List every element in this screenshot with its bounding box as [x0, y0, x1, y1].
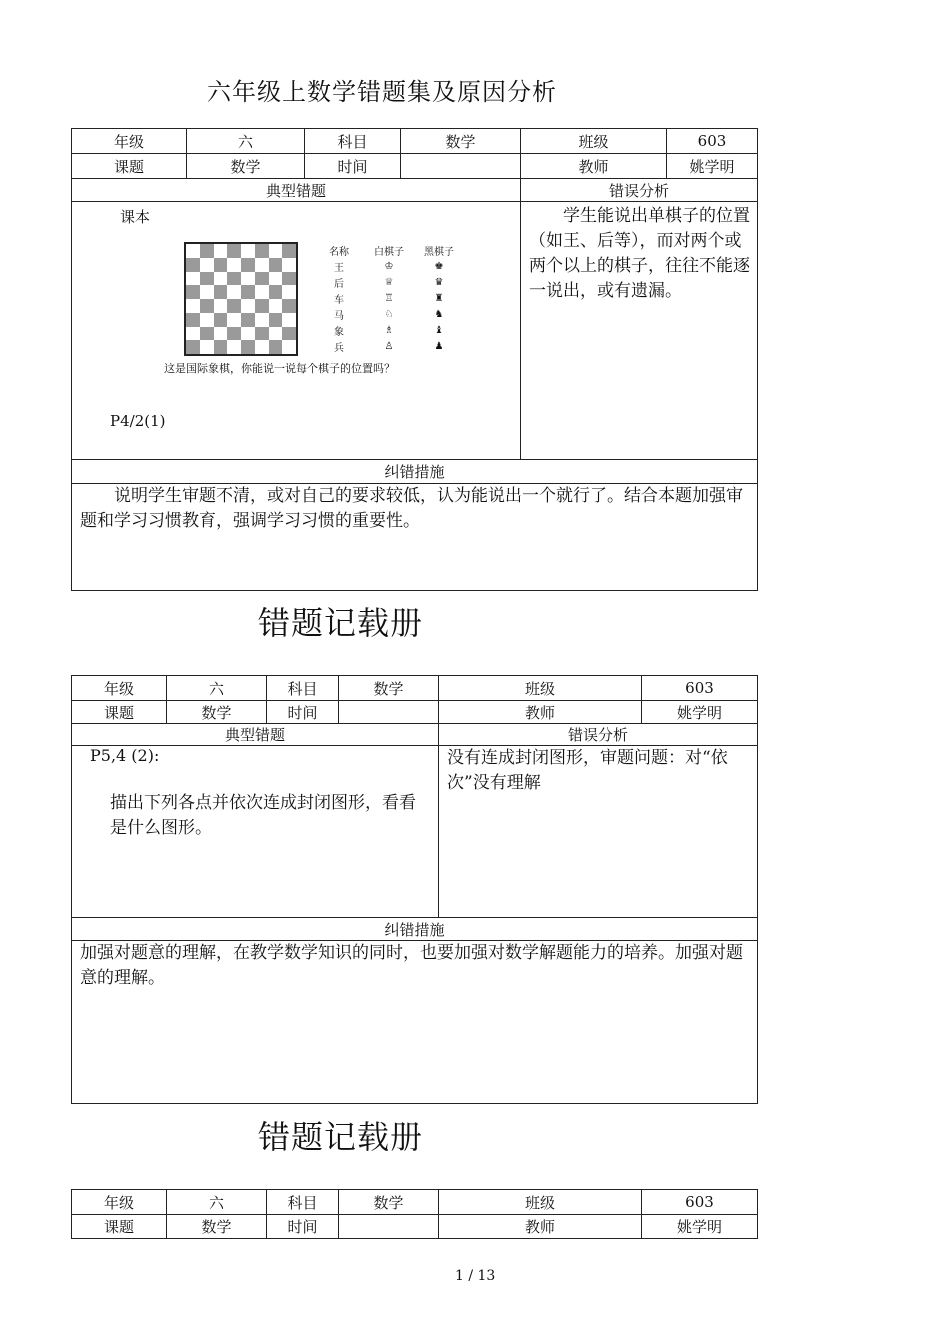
black-queen-icon: ♛: [434, 276, 444, 288]
board-square: [269, 340, 283, 354]
time-value: [339, 701, 439, 724]
legend-name: 王: [334, 262, 344, 274]
black-knight-icon: ♞: [434, 308, 444, 320]
board-square: [255, 258, 269, 272]
error-analysis-header: 错误分析: [439, 724, 758, 746]
board-square: [241, 258, 255, 272]
board-square: [200, 272, 214, 286]
figure-caption: 这是国际象棋，你能说一说每个棋子的位置吗？: [164, 362, 395, 375]
error-analysis-header: 错误分析: [521, 179, 758, 202]
correction-text: 加强对题意的理解，在教学数学知识的同时，也要加强对数学解题能力的培养。加强对题意的理解。: [80, 943, 743, 988]
legend-header-row: [314, 242, 464, 258]
class-label: 班级: [521, 129, 667, 154]
board-square: [227, 258, 241, 272]
book-title: 错题记载册: [258, 1118, 424, 1156]
board-square: [227, 340, 241, 354]
legend-name: 车: [334, 294, 344, 306]
topic-label: 课题: [72, 701, 167, 724]
board-square: [227, 285, 241, 299]
board-square: [255, 272, 269, 286]
white-knight-icon: ♘: [384, 308, 394, 320]
legend-name: 马: [334, 310, 344, 322]
subject-label: 科目: [267, 1190, 339, 1215]
board-square: [282, 244, 296, 258]
board-square: [186, 327, 200, 341]
topic-value: 数学: [187, 154, 305, 179]
board-square: [214, 258, 228, 272]
board-square: [282, 313, 296, 327]
class-value: 603: [642, 1190, 758, 1215]
time-value: [339, 1215, 439, 1239]
black-king-icon: ♚: [434, 260, 444, 272]
board-square: [186, 244, 200, 258]
legend-header-black: 黑棋子: [424, 246, 454, 258]
board-square: [241, 327, 255, 341]
problem-text: 描出下列各点并依次连成封闭图形，看看是什么图形。: [110, 793, 416, 838]
subject-value: 数学: [401, 129, 521, 154]
board-square: [214, 299, 228, 313]
board-square: [269, 244, 283, 258]
topic-label: 课题: [72, 154, 187, 179]
error-sheet-2: [71, 675, 758, 1104]
subject-label: 科目: [305, 129, 401, 154]
subject-value: 数学: [339, 676, 439, 701]
board-square: [255, 244, 269, 258]
black-rook-icon: ♜: [434, 292, 444, 304]
board-square: [200, 244, 214, 258]
teacher-label: 教师: [439, 701, 642, 724]
board-square: [227, 272, 241, 286]
board-square: [214, 285, 228, 299]
time-value: [401, 154, 521, 179]
class-label: 班级: [439, 676, 642, 701]
board-square: [227, 244, 241, 258]
board-square: [269, 299, 283, 313]
class-value: 603: [667, 129, 758, 154]
board-square: [255, 285, 269, 299]
white-queen-icon: ♕: [384, 276, 394, 288]
legend-name: 兵: [334, 342, 344, 354]
time-label: 时间: [305, 154, 401, 179]
correction-cell: [72, 484, 758, 591]
teacher-label: 教师: [521, 154, 667, 179]
board-square: [214, 272, 228, 286]
board-square: [186, 313, 200, 327]
teacher-value: 姚学明: [642, 1215, 758, 1239]
board-square: [282, 299, 296, 313]
topic-value: 数学: [167, 701, 267, 724]
subject-value: 数学: [339, 1190, 439, 1215]
board-square: [255, 327, 269, 341]
typical-error-header: 典型错题: [72, 724, 439, 746]
board-square: [200, 258, 214, 272]
problem-reference: P4/2(1): [110, 412, 166, 430]
time-label: 时间: [267, 1215, 339, 1239]
error-sheet-3: [71, 1189, 758, 1239]
typical-error-header: 典型错题: [72, 179, 521, 202]
typical-error-cell: [72, 746, 439, 918]
grade-label: 年级: [72, 676, 167, 701]
board-square: [241, 272, 255, 286]
chess-board: [184, 242, 298, 356]
board-square: [282, 285, 296, 299]
board-square: [186, 272, 200, 286]
board-square: [200, 327, 214, 341]
grade-value: 六: [187, 129, 305, 154]
white-rook-icon: ♖: [384, 292, 394, 304]
topic-label: 课题: [72, 1215, 167, 1239]
teacher-value: 姚学明: [667, 154, 758, 179]
legend-name: 象: [334, 326, 344, 338]
white-bishop-icon: ♗: [384, 324, 394, 336]
board-square: [241, 340, 255, 354]
subject-label: 科目: [267, 676, 339, 701]
source-label: 课本: [120, 208, 151, 226]
board-square: [227, 313, 241, 327]
book-title: 错题记载册: [258, 604, 424, 642]
chess-legend: [314, 242, 464, 354]
board-square: [255, 313, 269, 327]
class-label: 班级: [439, 1190, 642, 1215]
board-square: [186, 340, 200, 354]
board-square: [227, 299, 241, 313]
board-square: [200, 285, 214, 299]
board-square: [200, 340, 214, 354]
board-square: [282, 272, 296, 286]
error-analysis-cell: [521, 202, 758, 460]
board-square: [282, 258, 296, 272]
board-square: [241, 244, 255, 258]
grade-value: 六: [167, 676, 267, 701]
topic-value: 数学: [167, 1215, 267, 1239]
board-square: [200, 299, 214, 313]
board-square: [269, 313, 283, 327]
error-analysis-text: 学生能说出单棋子的位置（如王、后等），而对两个或两个以上的棋子，往往不能逐一说出，或有遗漏。: [529, 206, 750, 301]
board-square: [227, 327, 241, 341]
error-analysis-cell: [439, 746, 758, 918]
grade-label: 年级: [72, 1190, 167, 1215]
teacher-label: 教师: [439, 1215, 642, 1239]
board-square: [269, 272, 283, 286]
board-square: [214, 313, 228, 327]
board-square: [186, 285, 200, 299]
legend-header-name: 名称: [329, 246, 349, 258]
board-square: [186, 299, 200, 313]
board-square: [282, 340, 296, 354]
board-square: [282, 327, 296, 341]
correction-header: 纠错措施: [72, 918, 758, 941]
grade-value: 六: [167, 1190, 267, 1215]
grade-label: 年级: [72, 129, 187, 154]
board-square: [255, 340, 269, 354]
page-number: 1 / 13: [455, 1268, 496, 1284]
teacher-value: 姚学明: [642, 701, 758, 724]
board-square: [214, 244, 228, 258]
page-title: 六年级上数学错题集及原因分析: [207, 78, 557, 106]
white-pawn-icon: ♙: [384, 340, 394, 352]
board-square: [241, 299, 255, 313]
legend-header-white: 白棋子: [374, 246, 404, 258]
error-analysis-text: 没有连成封闭图形，审题问题：对“依次”没有理解: [447, 748, 728, 793]
legend-name: 后: [334, 278, 344, 290]
board-square: [214, 327, 228, 341]
class-value: 603: [642, 676, 758, 701]
board-square: [241, 285, 255, 299]
time-label: 时间: [267, 701, 339, 724]
problem-reference: P5,4 (2):: [90, 746, 160, 765]
black-bishop-icon: ♝: [434, 324, 444, 336]
correction-header: 纠错措施: [72, 460, 758, 484]
correction-cell: [72, 941, 758, 1104]
white-king-icon: ♔: [384, 260, 394, 272]
board-square: [269, 285, 283, 299]
correction-text: 说明学生审题不清，或对自己的要求较低，认为能说出一个就行了。结合本题加强审题和学习习惯教育，强调学习习惯的重要性。: [80, 486, 743, 531]
typical-error-cell: [72, 202, 521, 460]
board-square: [241, 313, 255, 327]
board-square: [186, 258, 200, 272]
board-square: [214, 340, 228, 354]
board-square: [269, 258, 283, 272]
error-sheet-1: [71, 128, 758, 591]
chess-figure: [164, 242, 464, 392]
board-square: [269, 327, 283, 341]
board-square: [255, 299, 269, 313]
black-pawn-icon: ♟: [434, 340, 444, 352]
board-square: [200, 313, 214, 327]
